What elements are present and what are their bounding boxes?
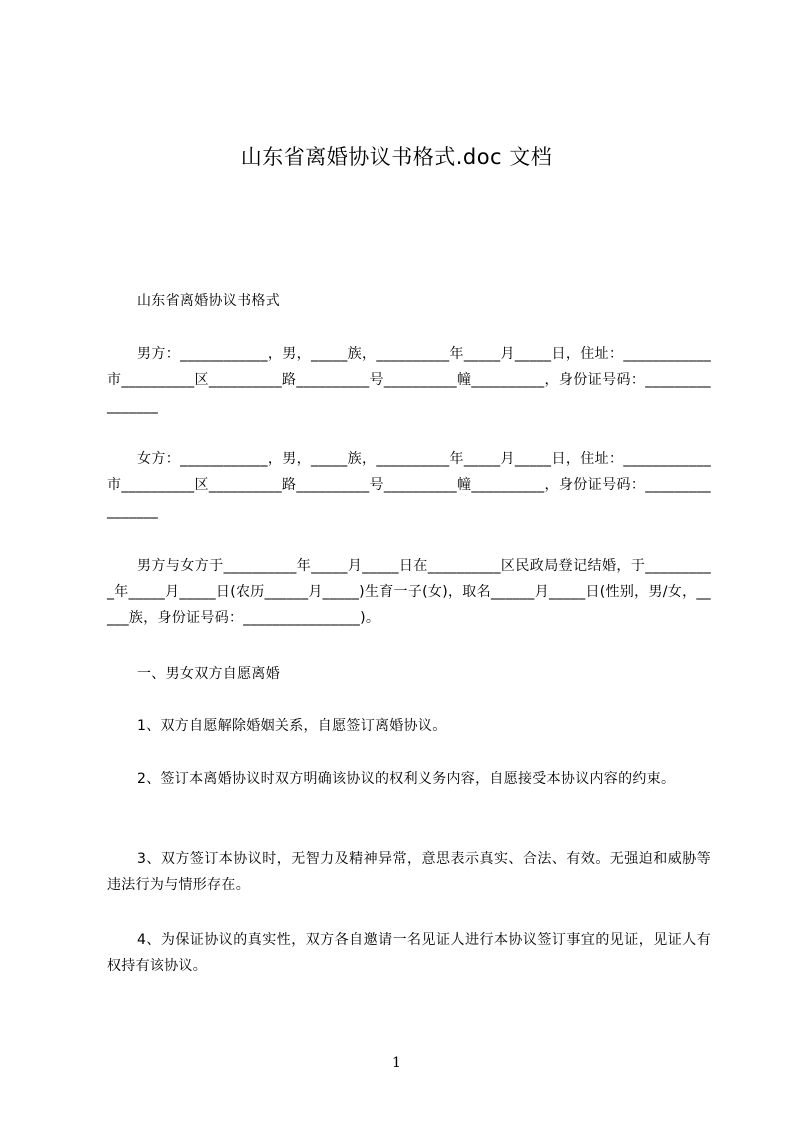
- male-party-block: [107, 341, 711, 419]
- female-party-block: [107, 446, 711, 524]
- section-one-heading: 一、男女双方自愿离婚: [137, 666, 280, 682]
- clause-1: 1、双方自愿解除婚姻关系，自愿签订离婚协议。: [137, 718, 447, 734]
- male-party-info: 男方：____________，男，_____族，__________年_____月_____日，住址：____________市__________区__________路__________号__________幢__________，身份证号码：________________: [107, 346, 711, 414]
- document-title: 山东省离婚协议书格式.doc 文档: [240, 145, 553, 169]
- marriage-info-block: [107, 553, 711, 631]
- clause-2-block: [107, 766, 711, 792]
- female-party-info: 女方：____________，男，_____族，__________年_____月_____日，住址：____________市__________区__________路__________号__________幢__________，身份证号码：________________: [107, 451, 711, 519]
- section-one-heading-block: [107, 661, 711, 687]
- page-number: 1: [392, 1055, 401, 1071]
- clause-3-block: [107, 846, 711, 898]
- subtitle-block: [107, 288, 711, 314]
- clause-4: 4、为保证协议的真实性，双方各自邀请一名见证人进行本协议签订事宜的见证，见证人有权持有该协议。: [107, 932, 711, 974]
- document-subtitle: 山东省离婚协议书格式: [137, 293, 280, 309]
- clause-1-block: [107, 713, 711, 739]
- marriage-info: 男方与女方于__________年_____月_____日在__________区民政局登记结婚，于__________年_____月_____日(农历______月_____)生育一子(女)，取名______月_____日(性别，男/女，_____族，身份证号码：________________)。: [107, 558, 711, 626]
- clause-4-block: [107, 927, 711, 979]
- clause-3: 3、双方签订本协议时，无智力及精神异常，意思表示真实、合法、有效。无强迫和威胁等违法行为与情形存在。: [107, 851, 711, 893]
- clause-2: 2、签订本离婚协议时双方明确该协议的权利义务内容，自愿接受本协议内容的约束。: [137, 771, 676, 787]
